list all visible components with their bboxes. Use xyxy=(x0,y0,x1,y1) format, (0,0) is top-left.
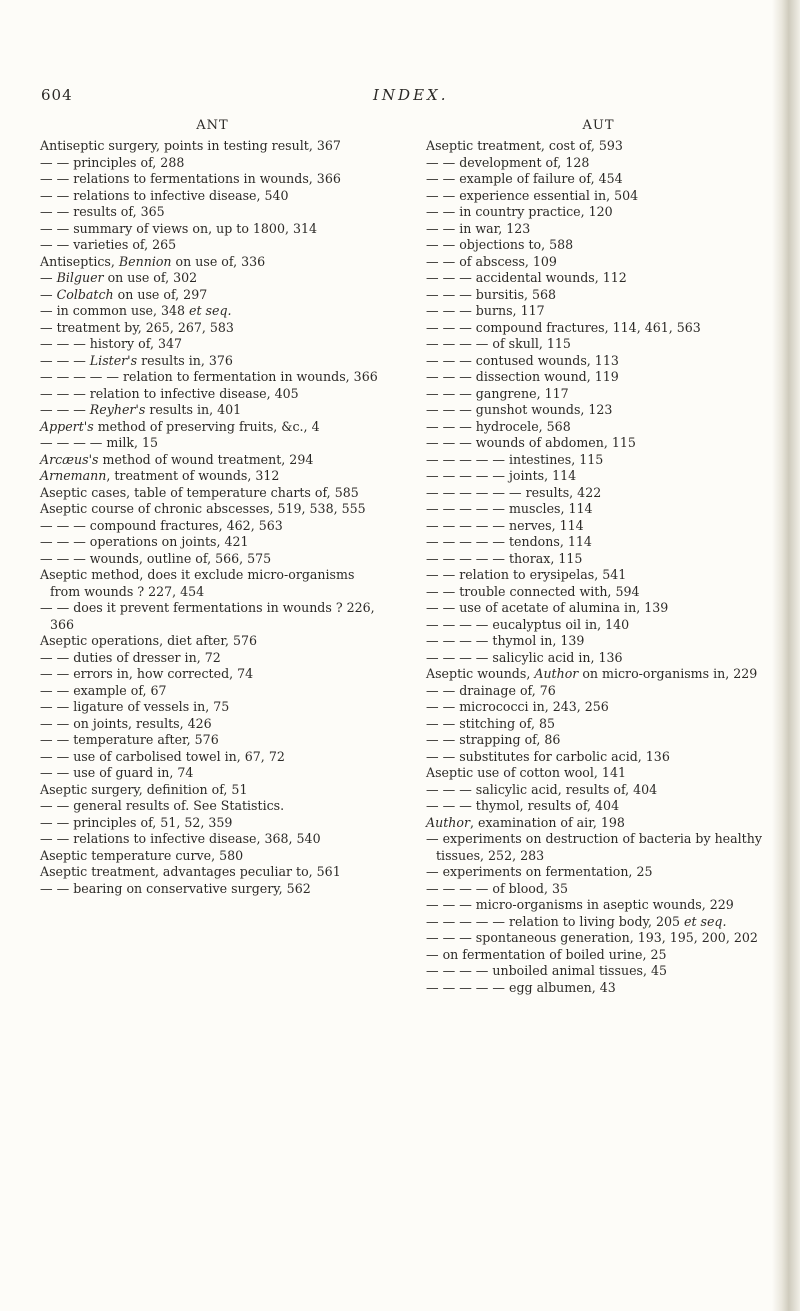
index-entry: — — — — salicylic acid in, 136 xyxy=(426,649,623,665)
index-entry: Aseptic course of chronic abscesses, 519, 538, 555 xyxy=(40,501,366,516)
left-column xyxy=(40,114,385,897)
index-entry: Aseptic method, does it exclude micro-organisms from wounds ? 227, 454 xyxy=(40,567,355,599)
index-entry: — — — — — tendons, 114 xyxy=(426,534,592,549)
right-column-heading: AUT xyxy=(582,118,615,133)
index-entry: Antiseptics, Bennion on use of, 336 xyxy=(40,253,266,269)
right-entry-list xyxy=(426,138,771,996)
index-entry: Appert's method of preserving fruits, &c., 4 xyxy=(40,418,320,434)
index-entry: — — — — — relation to living body, 205 et seq. xyxy=(426,913,727,929)
index-entry: — — — hydrocele, 568 xyxy=(426,418,571,434)
index-entry: — — — thymol, results of, 404 xyxy=(426,798,620,813)
page-edge-shadow xyxy=(772,0,800,1311)
index-entry: — — — — of blood, 35 xyxy=(426,880,568,896)
index-entry: — — — — unboiled animal tissues, 45 xyxy=(426,963,668,978)
index-entry: — — — accidental wounds, 112 xyxy=(426,270,627,285)
running-head: INDEX. xyxy=(373,86,449,104)
index-entry: — — — — eucalyptus oil in, 140 xyxy=(426,616,630,632)
index-entry: Aseptic treatment, cost of, 593 xyxy=(426,138,623,153)
index-entry: — — — — — muscles, 114 xyxy=(426,501,593,516)
index-entry: — — use of carbolised towel in, 67, 72 xyxy=(40,748,285,764)
index-entry: — — — — thymol in, 139 xyxy=(426,633,585,648)
index-entry: — — — Reyher's results in, 401 xyxy=(40,402,242,417)
index-entry: — — — bursitis, 568 xyxy=(426,286,557,302)
index-entry: — experiments on destruction of bacteria by healthy tissues, 252, 283 xyxy=(426,831,762,863)
index-entry: — — on joints, results, 426 xyxy=(40,715,212,731)
index-entry: — — relations to fermentations in wounds, 366 xyxy=(40,171,341,186)
index-entry: — — — compound fractures, 462, 563 xyxy=(40,517,283,533)
index-entry: — — trouble connected with, 594 xyxy=(426,583,640,599)
index-entry: — — — wounds, outline of, 566, 575 xyxy=(40,550,272,566)
index-entry: Antiseptic surgery, points in testing result, 367 xyxy=(40,138,341,153)
index-entry: — — temperature after, 576 xyxy=(40,732,219,747)
index-entry: — — use of acetate of alumina in, 139 xyxy=(426,600,669,615)
index-entry: — — objections to, 588 xyxy=(426,237,574,252)
index-entry: — — example of, 67 xyxy=(40,682,167,698)
index-entry: — — — relation to infective disease, 405 xyxy=(40,385,299,401)
index-entry: — on fermentation of boiled urine, 25 xyxy=(426,946,667,962)
index-entry: Aseptic wounds, Author on micro-organisms in, 229 xyxy=(426,666,758,681)
index-entry: — — bearing on conservative surgery, 562 xyxy=(40,880,311,896)
index-entry: Arcæus's method of wound treatment, 294 xyxy=(40,451,314,467)
index-entry: — — — contused wounds, 113 xyxy=(426,352,619,368)
index-entry: — treatment by, 265, 267, 583 xyxy=(40,319,234,335)
index-entry: — — relations to infective disease, 540 xyxy=(40,187,289,203)
index-entry: — — — history of, 347 xyxy=(40,336,183,351)
index-entry: — in common use, 348 et seq. xyxy=(40,303,232,318)
index-entry: Arnemann, treatment of wounds, 312 xyxy=(40,468,280,483)
index-entry: — Colbatch on use of, 297 xyxy=(40,286,208,302)
index-entry: — — of abscess, 109 xyxy=(426,253,557,269)
index-entry: Aseptic cases, table of temperature charts of, 585 xyxy=(40,484,359,500)
index-entry: — experiments on fermentation, 25 xyxy=(426,864,653,879)
index-entry: — — summary of views on, up to 1800, 314 xyxy=(40,220,318,236)
index-entry: — — — dissection wound, 119 xyxy=(426,369,619,384)
index-entry: — — — — — intestines, 115 xyxy=(426,451,604,467)
index-entry: — — — gunshot wounds, 123 xyxy=(426,402,613,417)
index-entry: — — — — — relation to fermentation in wounds, 366 xyxy=(40,369,378,384)
index-entry: — — general results of. See Statistics. xyxy=(40,798,285,813)
index-entry: Aseptic use of cotton wool, 141 xyxy=(426,765,626,780)
index-entry: — — — — — thorax, 115 xyxy=(426,550,583,566)
index-entry: — — — wounds of abdomen, 115 xyxy=(426,435,636,450)
index-entry: — Bilguer on use of, 302 xyxy=(40,270,198,285)
index-entry: — — use of guard in, 74 xyxy=(40,765,194,780)
index-entry: — — example of failure of, 454 xyxy=(426,171,623,186)
index-entry: — — — — milk, 15 xyxy=(40,435,159,450)
index-entry: — — — gangrene, 117 xyxy=(426,385,569,401)
index-entry: — — in country practice, 120 xyxy=(426,204,613,219)
index-entry: — — ligature of vessels in, 75 xyxy=(40,699,230,714)
index-entry: — — stitching of, 85 xyxy=(426,715,555,731)
index-entry: Aseptic operations, diet after, 576 xyxy=(40,633,258,648)
index-entry: — — — burns, 117 xyxy=(426,303,545,318)
index-entry: Aseptic surgery, definition of, 51 xyxy=(40,781,248,797)
index-entry: — — drainage of, 76 xyxy=(426,682,556,698)
index-entry: — — micrococci in, 243, 256 xyxy=(426,699,609,714)
index-entry: — — in war, 123 xyxy=(426,220,531,236)
index-entry: — — — — — egg albumen, 43 xyxy=(426,979,616,995)
page-number: 604 xyxy=(41,86,73,104)
index-entry: — — — spontaneous generation, 193, 195, 200, 202 xyxy=(426,930,758,945)
index-entry: — — does it prevent fermentations in wounds ? 226, 366 xyxy=(40,600,375,632)
index-entry: — — results of, 365 xyxy=(40,204,165,219)
index-entry: Aseptic temperature curve, 580 xyxy=(40,847,244,863)
index-entry: — — duties of dresser in, 72 xyxy=(40,649,221,665)
index-entry: Aseptic treatment, advantages peculiar to, 561 xyxy=(40,864,341,879)
index-entry: — — — salicylic acid, results of, 404 xyxy=(426,781,658,797)
left-entry-list xyxy=(40,138,385,897)
index-entry: — — — — of skull, 115 xyxy=(426,336,571,351)
index-entry: — — — operations on joints, 421 xyxy=(40,534,249,549)
index-entry: — — development of, 128 xyxy=(426,154,590,170)
index-entry: — — errors in, how corrected, 74 xyxy=(40,666,254,681)
index-entry: — — — — — — results, 422 xyxy=(426,484,602,500)
index-entry: — — — — — nerves, 114 xyxy=(426,517,584,533)
index-entry: — — — micro-organisms in aseptic wounds, 229 xyxy=(426,897,734,912)
index-entry: — — principles of, 51, 52, 359 xyxy=(40,814,233,830)
left-column-heading: ANT xyxy=(196,118,229,133)
index-entry: — — relation to erysipelas, 541 xyxy=(426,567,627,582)
index-entry: — — experience essential in, 504 xyxy=(426,187,639,203)
index-entry: — — — Lister's results in, 376 xyxy=(40,352,233,368)
index-entry: Author, examination of air, 198 xyxy=(426,814,625,830)
index-entry: — — — compound fractures, 114, 461, 563 xyxy=(426,319,701,335)
index-entry: — — — — — joints, 114 xyxy=(426,468,577,483)
index-entry: — — relations to infective disease, 368, 540 xyxy=(40,831,321,846)
index-entry: — — strapping of, 86 xyxy=(426,732,561,747)
index-entry: — — varieties of, 265 xyxy=(40,237,177,252)
index-entry: — — principles of, 288 xyxy=(40,154,185,170)
right-column xyxy=(426,114,771,996)
index-entry: — — substitutes for carbolic acid, 136 xyxy=(426,748,670,764)
